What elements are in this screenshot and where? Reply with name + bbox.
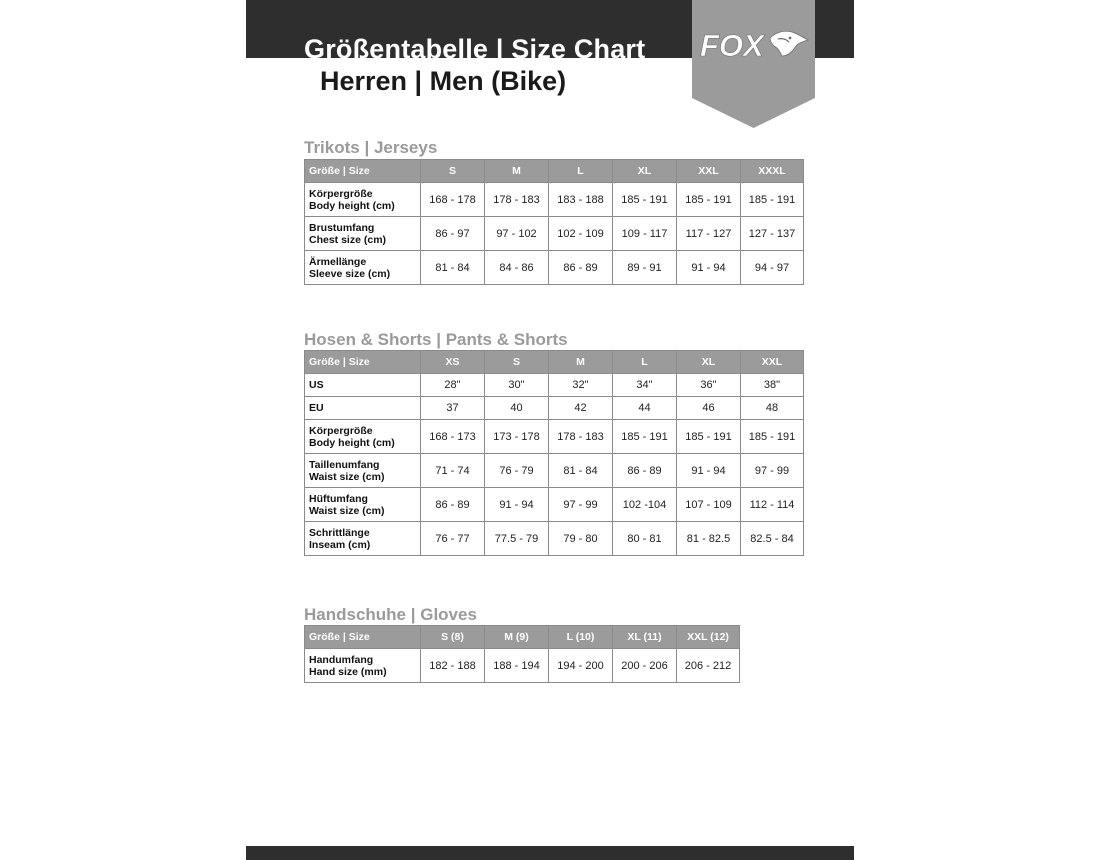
table-cell: 107 - 109 (677, 488, 741, 522)
header-cell: XXL (12) (677, 626, 740, 649)
table-cell: 86 - 89 (613, 454, 677, 488)
header-cell: XL (613, 160, 677, 183)
table-cell: 36" (677, 374, 741, 397)
table-cell: 46 (677, 397, 741, 420)
table-cell: 91 - 94 (677, 454, 741, 488)
pants-table (304, 350, 804, 556)
row-label-de: Handumfang (309, 653, 374, 666)
table-header-row (305, 160, 804, 183)
table-cell: 80 - 81 (613, 522, 677, 556)
table-cell: 102 -104 (613, 488, 677, 522)
header-cell: S (421, 160, 485, 183)
header-cell: L (613, 351, 677, 374)
header-cell: XL (11) (613, 626, 677, 649)
size-chart-page (246, 0, 854, 860)
row-label-en: Hand size (mm) (309, 665, 387, 678)
fox-logo-text: FOX (700, 28, 764, 63)
row-label-en: Chest size (cm) (309, 233, 387, 246)
table-cell: 81 - 82.5 (677, 522, 741, 556)
table-cell: 86 - 89 (549, 251, 613, 285)
row-label (305, 522, 421, 556)
row-label-de: Taillenumfang (309, 458, 380, 471)
table-row (305, 217, 804, 251)
table-cell: 81 - 84 (421, 251, 485, 285)
header-cell: Größe | Size (305, 351, 421, 374)
table-cell: 185 - 191 (741, 420, 804, 454)
header-cell: XS (421, 351, 485, 374)
table-cell: 183 - 188 (549, 183, 613, 217)
table-cell: 185 - 191 (741, 183, 804, 217)
page-subtitle: Herren | Men (Bike) (320, 66, 567, 96)
footer-band (246, 846, 854, 860)
table-row (305, 397, 804, 420)
row-label-en: Body height (cm) (309, 436, 395, 449)
row-label: US (305, 374, 421, 397)
row-label-de: Hüftumfang (309, 492, 368, 505)
table-cell: 185 - 191 (677, 183, 741, 217)
header-cell: S (485, 351, 549, 374)
table-cell: 178 - 183 (549, 420, 613, 454)
row-label (305, 488, 421, 522)
table-cell: 109 - 117 (613, 217, 677, 251)
table-cell: 94 - 97 (741, 251, 804, 285)
table-cell: 86 - 97 (421, 217, 485, 251)
header-cell: M (9) (485, 626, 549, 649)
table-cell: 79 - 80 (549, 522, 613, 556)
row-label-de: Körpergröße (309, 424, 373, 437)
row-label-en: Body height (cm) (309, 199, 395, 212)
row-label (305, 183, 421, 217)
header-cell: XXXL (741, 160, 804, 183)
table-cell: 89 - 91 (613, 251, 677, 285)
header-cell: L (549, 160, 613, 183)
table-cell: 182 - 188 (421, 649, 485, 683)
table-cell: 185 - 191 (613, 420, 677, 454)
page-title: Größentabelle | Size Chart (304, 34, 646, 64)
row-label-en: Waist size (cm) (309, 470, 385, 483)
table-row (305, 488, 804, 522)
table-cell: 168 - 173 (421, 420, 485, 454)
header-cell: M (485, 160, 549, 183)
row-label: EU (305, 397, 421, 420)
row-label-en: Inseam (cm) (309, 538, 371, 551)
table-cell: 84 - 86 (485, 251, 549, 285)
header-cell: M (549, 351, 613, 374)
table-header-row (305, 626, 740, 649)
table-cell: 42 (549, 397, 613, 420)
row-label (305, 454, 421, 488)
table-cell: 185 - 191 (613, 183, 677, 217)
table-cell: 188 - 194 (485, 649, 549, 683)
table-row (305, 183, 804, 217)
table-row (305, 420, 804, 454)
row-label (305, 420, 421, 454)
row-label-de: Brustumfang (309, 221, 375, 234)
row-label-en: Waist size (cm) (309, 504, 385, 517)
table-cell: 48 (741, 397, 804, 420)
table-cell: 168 - 178 (421, 183, 485, 217)
header-cell: XXL (677, 160, 741, 183)
table-cell: 91 - 94 (485, 488, 549, 522)
table-cell: 76 - 79 (485, 454, 549, 488)
table-cell: 82.5 - 84 (741, 522, 804, 556)
table-cell: 127 - 137 (741, 217, 804, 251)
row-label (305, 251, 421, 285)
table-row (305, 522, 804, 556)
row-label-en: Sleeve size (cm) (309, 267, 391, 280)
table-cell: 76 - 77 (421, 522, 485, 556)
table-header-row (305, 351, 804, 374)
table-row (305, 649, 740, 683)
table-cell: 40 (485, 397, 549, 420)
table-cell: 38" (741, 374, 804, 397)
table-cell: 30" (485, 374, 549, 397)
table-row (305, 454, 804, 488)
jerseys-table (304, 159, 804, 285)
table-cell: 102 - 109 (549, 217, 613, 251)
header-cell: S (8) (421, 626, 485, 649)
table-cell: 97 - 99 (741, 454, 804, 488)
table-cell: 81 - 84 (549, 454, 613, 488)
gloves-table (304, 625, 740, 683)
table-cell: 194 - 200 (549, 649, 613, 683)
header-cell: XXL (741, 351, 804, 374)
section-title-jerseys: Trikots | Jerseys (304, 138, 438, 157)
row-label (305, 217, 421, 251)
table-cell: 112 - 114 (741, 488, 804, 522)
fox-logo-badge (692, 0, 815, 128)
table-cell: 44 (613, 397, 677, 420)
section-title-pants: Hosen & Shorts | Pants & Shorts (304, 330, 568, 349)
row-label-de: Ärmellänge (309, 255, 367, 268)
section-title-gloves: Handschuhe | Gloves (304, 605, 477, 624)
table-cell: 97 - 102 (485, 217, 549, 251)
table-cell: 185 - 191 (677, 420, 741, 454)
header-cell: Größe | Size (305, 626, 421, 649)
table-cell: 178 - 183 (485, 183, 549, 217)
table-cell: 34" (613, 374, 677, 397)
table-cell: 173 - 178 (485, 420, 549, 454)
table-cell: 28" (421, 374, 485, 397)
header-cell: XL (677, 351, 741, 374)
table-cell: 200 - 206 (613, 649, 677, 683)
table-cell: 91 - 94 (677, 251, 741, 285)
table-cell: 77.5 - 79 (485, 522, 549, 556)
table-cell: 97 - 99 (549, 488, 613, 522)
header-cell: Größe | Size (305, 160, 421, 183)
row-label-de: Körpergröße (309, 187, 373, 200)
header-cell: L (10) (549, 626, 613, 649)
table-row (305, 251, 804, 285)
table-cell: 86 - 89 (421, 488, 485, 522)
table-cell: 71 - 74 (421, 454, 485, 488)
row-label-de: Schrittlänge (309, 526, 370, 539)
table-cell: 37 (421, 397, 485, 420)
table-row (305, 374, 804, 397)
table-cell: 206 - 212 (677, 649, 740, 683)
row-label (305, 649, 421, 683)
table-cell: 117 - 127 (677, 217, 741, 251)
table-cell: 32" (549, 374, 613, 397)
